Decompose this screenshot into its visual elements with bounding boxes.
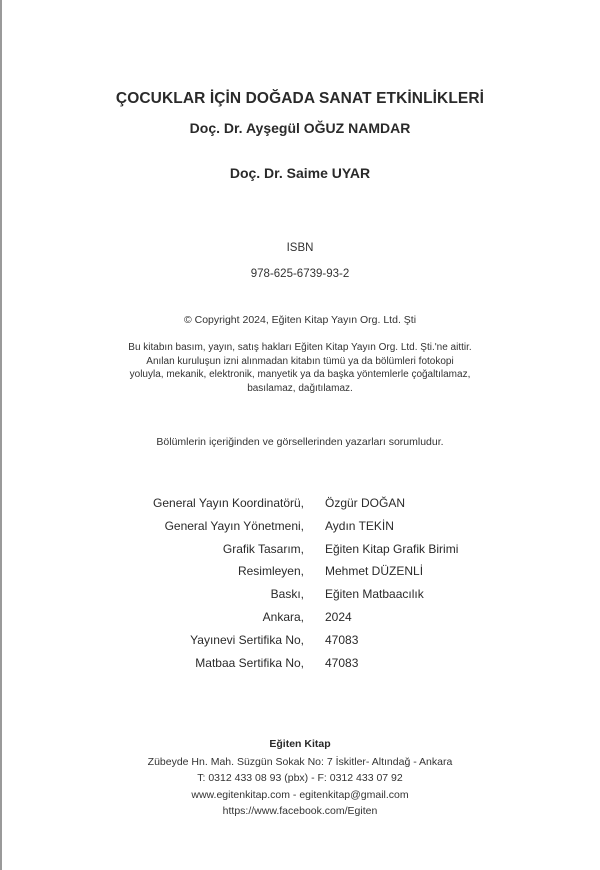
credit-value: 47083 — [325, 632, 359, 647]
publisher-contact — [0, 754, 600, 819]
rights-line: Anılan kuruluşun izni alınmadan kitabın tümü ya da bölümleri fotokopi — [146, 355, 454, 367]
copyright-notice: © Copyright 2024, Eğiten Kitap Yayın Org. Ltd. Şti — [183, 314, 417, 326]
credit-label: Grafik Tasarım, — [222, 541, 304, 556]
credit-value: Özgür DOĞAN — [325, 496, 406, 510]
author-1: Doç. Dr. Ayşegül OĞUZ NAMDAR — [189, 120, 411, 136]
credit-label: General Yayın Koordinatörü, — [153, 496, 304, 510]
publisher-address: Zübeyde Hn. Mah. Süzgün Sokak No: 7 İskitler- Altındağ - Ankara — [147, 756, 453, 768]
publisher-name: Eğiten Kitap — [269, 738, 331, 750]
credit-row — [0, 542, 600, 565]
isbn-number: 978-625-6739-93-2 — [250, 268, 350, 280]
publisher-facebook-link[interactable]: https://www.facebook.com/Egiten — [222, 804, 378, 817]
rights-line: basılamaz, dağıtılamaz. — [247, 382, 353, 394]
book-title: ÇOCUKLAR İÇİN DOĞADA SANAT ETKİNLİKLERİ — [115, 90, 485, 107]
credit-value: Eğiten Matbaacılık — [325, 587, 424, 602]
credit-label: Ankara, — [262, 609, 304, 624]
credits-list — [0, 496, 600, 678]
publisher-phone: T: 0312 433 08 93 (pbx) - F: 0312 433 07 92 — [197, 772, 403, 785]
credit-value: Mehmet DÜZENLİ — [325, 564, 424, 579]
author-2: Doç. Dr. Saime UYAR — [229, 165, 371, 181]
rights-statement — [0, 341, 600, 395]
credit-row — [0, 564, 600, 587]
credit-value: Eğiten Kitap Grafik Birimi — [325, 541, 459, 556]
credit-row — [0, 610, 600, 633]
credit-label: Baskı, — [270, 587, 304, 602]
credit-row — [0, 496, 600, 519]
rights-line: Bu kitabın basım, yayın, satış hakları Eğiten Kitap Yayın Org. Ltd. Şti.'ne aittir. — [128, 342, 472, 353]
credit-value: 2024 — [325, 609, 352, 624]
credit-row — [0, 519, 600, 542]
isbn-label: ISBN — [286, 242, 314, 254]
rights-line: yoluyla, mekanik, elektronik, manyetik ya da başka yöntemlerle çoğaltılamaz, — [129, 369, 471, 380]
credit-label: Resimleyen, — [237, 564, 304, 579]
credit-value: Aydın TEKİN — [325, 518, 394, 533]
credit-label: Matbaa Sertifika No, — [195, 655, 304, 670]
credit-value: 47083 — [325, 655, 359, 670]
credit-row — [0, 633, 600, 656]
publisher-web-link[interactable]: www.egitenkitap.com - egitenkitap@gmail.com — [191, 788, 409, 801]
credit-label: Yayınevi Sertifika No, — [190, 632, 304, 647]
credit-row — [0, 587, 600, 610]
responsibility-note: Bölümlerin içeriğinden ve görsellerinden yazarları sorumludur. — [156, 436, 444, 448]
credit-label: General Yayın Yönetmeni, — [164, 518, 304, 533]
credit-row — [0, 656, 600, 679]
